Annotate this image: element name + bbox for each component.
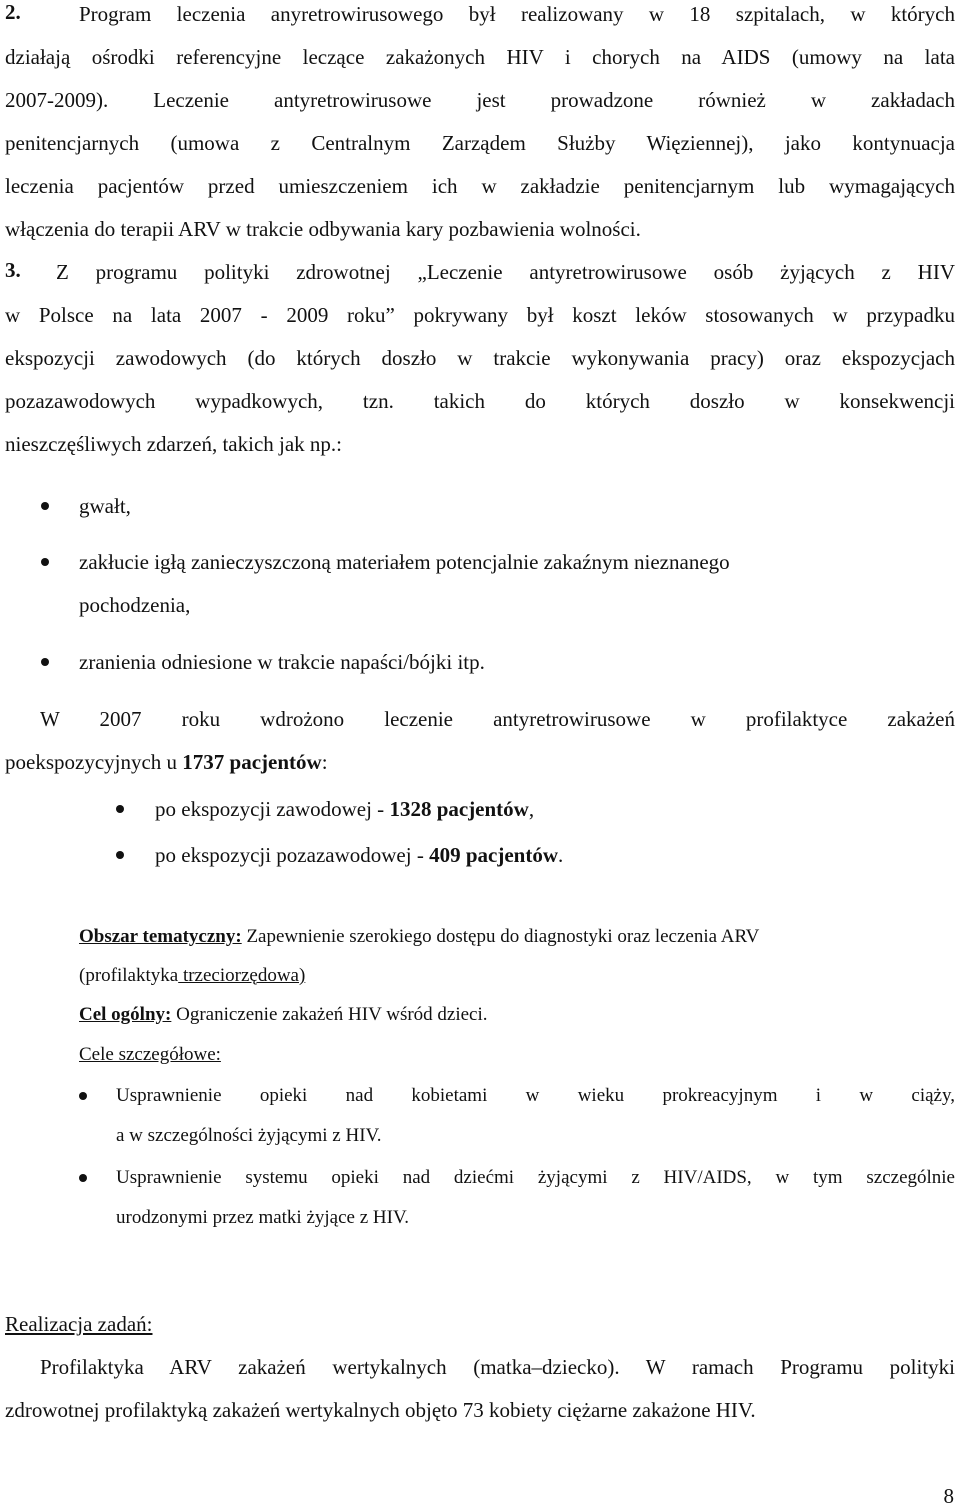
summary-line-2-end: : bbox=[321, 750, 328, 774]
bullet-icon bbox=[41, 558, 49, 566]
realization-label: Realizacja zadań: bbox=[5, 1312, 153, 1336]
bullet-icon bbox=[41, 502, 49, 510]
non-occupational-count: 409 pacjentów bbox=[429, 843, 558, 867]
list-item-non-occupational bbox=[155, 841, 563, 869]
list-item-rape: gwałt, bbox=[79, 494, 131, 518]
item-3-line-2: w Polsce na lata 2007 - 2009 roku” pokrywany był koszt leków stosowanych w przypadku bbox=[5, 303, 955, 327]
specific-goal-1-cont: a w szczególności żyjącymi z HIV. bbox=[116, 1125, 382, 1146]
item-2-line-6: włączenia do terapii ARV w trakcie odbywania kary pozbawienia wolności. bbox=[5, 217, 641, 241]
bullet-icon bbox=[116, 805, 124, 813]
patients-total: 1737 pacjentów bbox=[182, 750, 322, 774]
item-3-line-3: ekspozycji zawodowych (do których doszło w trakcie wykonywania pracy) oraz ekspozycjach bbox=[5, 346, 955, 370]
thematic-area-cont-a: (profilaktyka bbox=[79, 965, 179, 986]
item-2-number: 2. bbox=[5, 0, 21, 24]
realization-line-2: zdrowotnej profilaktyką zakażeń wertykalnych objęto 73 kobiety ciężarne zakażone HIV. bbox=[5, 1398, 756, 1422]
thematic-area-text: Zapewnienie szerokiego dostępu do diagnostyki oraz leczenia ARV bbox=[241, 926, 760, 947]
general-goal-label: Cel ogólny: bbox=[79, 1004, 172, 1025]
bullet-icon bbox=[116, 851, 124, 859]
thematic-area-label: Obszar tematyczny: bbox=[79, 926, 242, 947]
occupational-count: 1328 pacjentów bbox=[389, 797, 529, 821]
page-number: 8 bbox=[943, 1484, 954, 1508]
general-goal-text: Ograniczenie zakażeń HIV wśród dzieci. bbox=[171, 1004, 488, 1025]
item-2-line-3: 2007-2009). Leczenie antyretrowirusowe jest prowadzone również w zakładach bbox=[5, 88, 955, 112]
realization-line-1: Profilaktyka ARV zakażeń wertykalnych (matka–dziecko). W ramach Programu polityki bbox=[40, 1355, 955, 1379]
bullet-icon bbox=[79, 1174, 87, 1182]
bullet-icon bbox=[41, 658, 49, 666]
summary-line-2-text: poekspozycyjnych u bbox=[5, 750, 183, 774]
list-item-needle-cont: pochodzenia, bbox=[79, 593, 191, 617]
specific-goal-2-cont: urodzonymi przez matki żyjące z HIV. bbox=[116, 1207, 409, 1228]
non-occupational-label: po ekspozycji pozazawodowej - bbox=[155, 843, 430, 867]
summary-line-2 bbox=[5, 748, 328, 776]
occupational-end: , bbox=[528, 797, 535, 821]
item-2-line-2: działają ośrodki referencyjne leczące zakażonych HIV i chorych na AIDS (umowy na lata bbox=[5, 45, 955, 69]
bullet-icon bbox=[79, 1092, 87, 1100]
non-occupational-end: . bbox=[557, 843, 564, 867]
occupational-label: po ekspozycji zawodowej - bbox=[155, 797, 390, 821]
item-3-number: 3. bbox=[5, 258, 21, 282]
thematic-area-cont-b: trzeciorzędowa) bbox=[178, 965, 306, 986]
item-3-line-1: Z programu polityki zdrowotnej „Leczenie antyretrowirusowe osób żyjących z HIV bbox=[56, 260, 955, 284]
thematic-area-cont bbox=[79, 962, 305, 990]
item-2-line-1: Program leczenia anyretrowirusowego był realizowany w 18 szpitalach, w których bbox=[79, 2, 955, 26]
general-goal bbox=[79, 1001, 488, 1029]
list-item-injury: zranienia odniesione w trakcie napaści/bójki itp. bbox=[79, 650, 485, 674]
item-2-line-4: penitencjarnych (umowa z Centralnym Zarządem Służby Więziennej), jako kontynuacja bbox=[5, 131, 955, 155]
item-3-line-5: nieszczęśliwych zdarzeń, takich jak np.: bbox=[5, 432, 343, 456]
specific-goal-2: Usprawnienie systemu opieki nad dziećmi żyjącymi z HIV/AIDS, w tym szczególnie bbox=[116, 1167, 955, 1188]
summary-line-1: W 2007 roku wdrożono leczenie antyretrowirusowe w profilaktyce zakażeń bbox=[40, 707, 955, 731]
item-3-line-4: pozazawodowych wypadkowych, tzn. takich do których doszło w konsekwencji bbox=[5, 389, 955, 413]
list-item-occupational bbox=[155, 795, 534, 823]
specific-goals-label: Cele szczegółowe: bbox=[79, 1044, 221, 1065]
thematic-area bbox=[79, 923, 759, 951]
specific-goal-1: Usprawnienie opieki nad kobietami w wieku prokreacyjnym i w ciąży, bbox=[116, 1085, 955, 1106]
item-2-line-5: leczenia pacjentów przed umieszczeniem ich w zakładzie penitencjarnym lub wymagających bbox=[5, 174, 955, 198]
list-item-needle: zakłucie igłą zanieczyszczoną materiałem potencjalnie zakaźnym nieznanego bbox=[79, 550, 730, 574]
